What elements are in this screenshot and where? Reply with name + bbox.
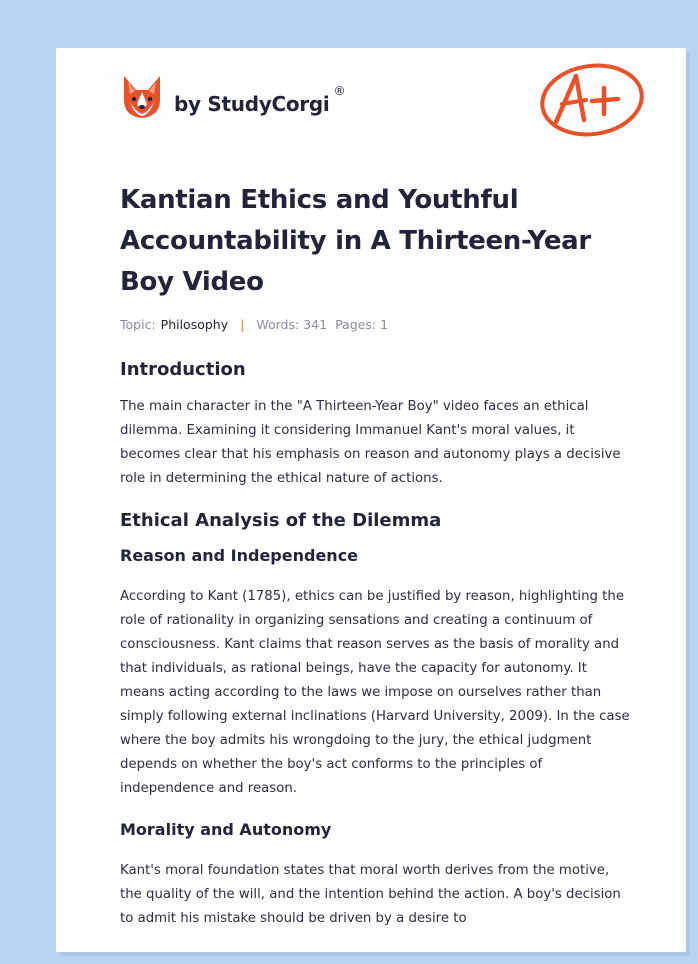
reason-heading: Reason and Independence	[120, 546, 359, 565]
meta-separator: |	[240, 317, 245, 332]
corgi-icon	[120, 74, 164, 120]
brand-text: by StudyCorgi	[174, 92, 330, 116]
reason-paragraph: According to Kant (1785), ethics can be justified by reason, highlighting the role of rationality in organizing sensations and creating a continuum of consciousness. Kant claims that reason serves as the basis of morality and that individuals, as rational beings, have the capacity for autonomy. It means acting according to the laws we impose on ourselves rather than simply following external inclinations (Harvard University, 2009). In the case where the boy admits his wrongdoing to the jury, the ethical judgment depends on whether the boy's act conforms to the principles of independence and reason.	[120, 589, 630, 796]
article-meta	[120, 317, 632, 332]
intro-paragraph: The main character in the "A Thirteen-Year Boy" video faces an ethical dilemma. Examining it considering Immanuel Kant's moral values, it becomes clear that his emphasis on reason and autonomy plays a decisive role in determining the ethical nature of actions.	[120, 399, 621, 486]
brand-name	[174, 84, 346, 116]
pages-label: Pages:	[335, 317, 377, 332]
analysis-heading: Ethical Analysis of the Dilemma	[120, 510, 442, 531]
a-plus-badge-icon	[536, 58, 648, 140]
words-label: Words:	[256, 317, 300, 332]
document-page	[56, 48, 686, 952]
intro-heading: Introduction	[120, 359, 246, 380]
pages-count: 1	[380, 317, 389, 332]
article-content	[120, 180, 632, 931]
page-title: Kantian Ethics and Youthful Accountability in A Thirteen-Year Boy Video	[120, 185, 591, 297]
topic-link[interactable]: Philosophy	[160, 317, 229, 332]
brand-logo[interactable]	[120, 74, 345, 120]
registered-mark: ®	[333, 84, 346, 98]
morality-heading: Morality and Autonomy	[120, 820, 332, 839]
topic-label: Topic:	[120, 317, 156, 332]
words-count: 341	[303, 317, 328, 332]
morality-paragraph: Kant's moral foundation states that moral worth derives from the motive, the quality of the will, and the intention behind the action. A boy's decision to admit his mistake should be driven by a desire to	[120, 863, 621, 926]
